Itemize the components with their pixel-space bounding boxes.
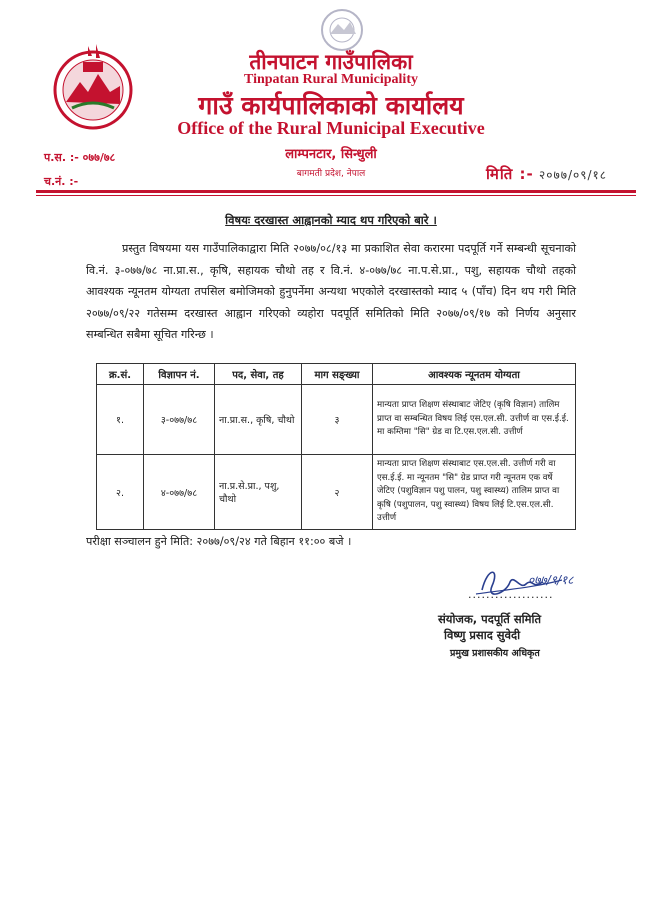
col-header-count: माग सङ्ख्या	[302, 364, 373, 385]
signatory-designation: प्रमुख प्रशासकीय अधिकृत	[450, 648, 540, 659]
office-name-english: Office of the Rural Municipal Executive	[177, 118, 485, 138]
header-rule-thick	[36, 190, 636, 193]
table-row	[97, 455, 576, 530]
exam-date-line: परीक्षा सञ्चालन हुने मिति: २०७७/०९/२४ गते बिहान ११:०० बजे ।	[86, 535, 352, 548]
municipality-name-nepali: तीनपाटन गाउँपालिका	[249, 50, 413, 74]
date-field	[486, 164, 607, 184]
subject-line: विषयः दरखास्त आह्वानको म्याद थप गरिएको बारे ।	[225, 213, 437, 227]
cell-post: ना.प्रा.स., कृषि, चौथो	[215, 385, 302, 455]
cell-qualification: मान्यता प्राप्त शिक्षण संस्थाबाट जेटिए (कृषि विज्ञान) तालिम प्राप्त वा सम्बन्धित विषय लिई एस.एल.सी. उत्तीर्ण वा एस.ई.ई. मा कम्तिमा "सि" ग्रेड वा टि.एस.एल.सी. उत्तीर्ण	[373, 385, 576, 455]
municipality-name-english: Tinpatan Rural Municipality	[243, 72, 418, 87]
svg-text:०७७/९/१८: ०७७/९/१८	[528, 573, 574, 587]
signatory-name: विष्णु प्रसाद सुवेदी	[444, 628, 521, 642]
col-header-sn: क्र.सं.	[97, 364, 144, 385]
signature-line: ...................	[468, 588, 554, 601]
col-header-post: पद, सेवा, तह	[215, 364, 302, 385]
date-value: २०७७/०९/१८	[538, 168, 607, 182]
cell-count: ३	[302, 385, 373, 455]
body-paragraph: प्रस्तुत विषयमा यस गाउँपालिकाद्वारा मिति २०७७/०८/१३ मा प्रकाशित सेवा करारमा पदपूर्ति गर्ने सम्बन्धी सूचनाको वि.नं. ३-०७७/७८ ना.प्रा.स., कृषि, सहायक चौथो तह र वि.नं. ४-०७७/७८ ना.प.से.प्रा., पशु, सहायक चौथो तहको आवश्यक न्यूनतम योग्यता तपसिल बमोजिमको हुनुपर्नेमा अन्यथा भएकोले दरखास्तको म्याद ५ (पाँच) दिन थप गरी मिति २०७७/०९/२२ गतेसम्म दरखास्त आह्वान गरिएको व्यहोरा पदपूर्ति समितिको मिति २०७७/०९/१७ को निर्णय अनुसार सम्बन्धित सबैमा सूचित गरिन्छ ।	[86, 242, 576, 341]
requirements-table	[96, 363, 576, 530]
col-header-qualification: आवश्यक न्यूनतम योग्यता	[373, 364, 576, 385]
dispatch-number: च.नं. :-	[44, 175, 79, 188]
cell-ad-no: ३-०७७/७८	[144, 385, 215, 455]
province-line: बागमती प्रदेश, नेपाल	[296, 169, 366, 179]
cell-ad-no: ४-०७७/७८	[144, 455, 215, 530]
office-location: लाम्पनटार, सिन्धुली	[285, 147, 377, 162]
cell-qualification: मान्यता प्राप्त शिक्षण संस्थाबाट एस.एल.सी. उत्तीर्ण गरी वा एस.ई.ई. मा न्यूनतम "सि" ग्रेड प्राप्त गरी न्यूनतम एक वर्षे जेटिए (पशुविज्ञान पशु पालन, पशु स्वास्थ्य) तालिम प्राप्त वा कृषि (पशुपालन, पशु स्वास्थ्य) विषय लिई टि.एस.एल.सी. उत्तीर्ण	[373, 455, 576, 530]
table-row	[97, 385, 576, 455]
cell-post: ना.प्र.से.प्रा., पशु, चौथो	[215, 455, 302, 530]
header-rule-thin	[36, 195, 636, 196]
cell-sn: १.	[97, 385, 144, 455]
table-header-row	[97, 364, 576, 385]
reference-number: प.स. :- ०७७/७८	[44, 151, 116, 164]
col-header-ad-no: विज्ञापन नं.	[144, 364, 215, 385]
signatory-title: संयोजक, पदपूर्ति समिति	[438, 612, 542, 626]
cell-count: २	[302, 455, 373, 530]
cell-sn: २.	[97, 455, 144, 530]
date-label: मिति :-	[486, 165, 534, 183]
office-name-nepali: गाउँ कार्यपालिकाको कार्यालय	[198, 91, 464, 120]
